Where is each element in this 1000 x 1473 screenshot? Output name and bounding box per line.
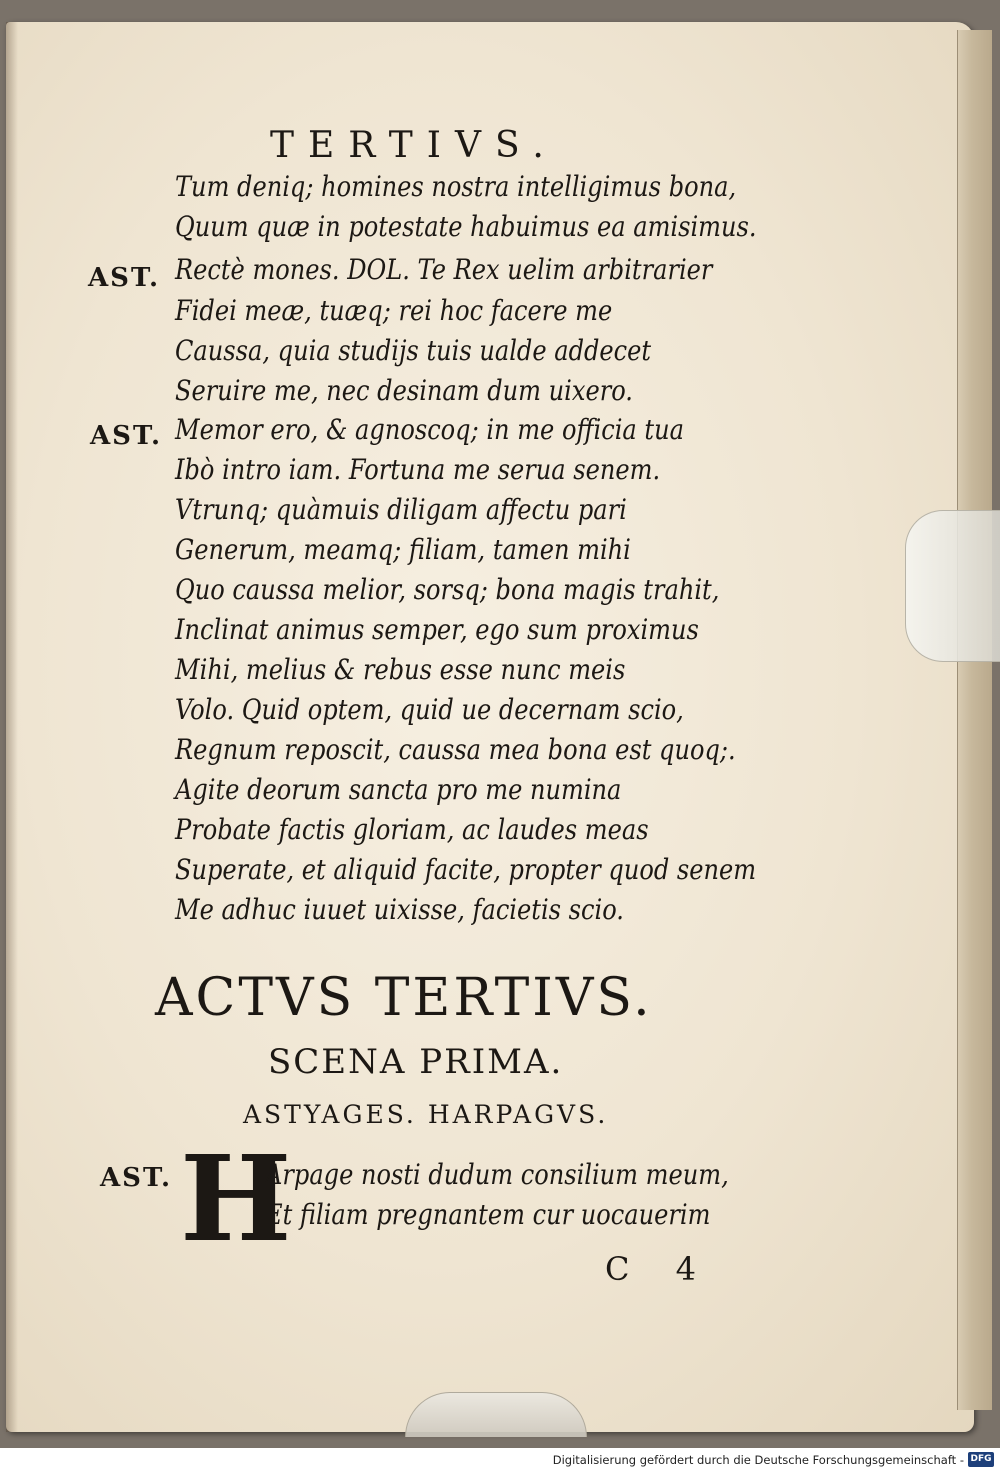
scene-title: SCENA PRIMA. — [268, 1042, 564, 1082]
verse-line-9: Vtrunq; quàmuis diligam affectu pari — [175, 493, 627, 526]
speaker-label: AST. — [90, 421, 162, 451]
running-head: TERTIVS. — [270, 125, 558, 166]
act-title: ACTVS TERTIVS. — [155, 968, 653, 1028]
verse-line-1: Tum deniq; homines nostra intelligimus bona, — [175, 170, 737, 203]
verse-line-18: Superate, et aliquid facite, propter quod senem — [175, 853, 757, 886]
dramatis-personae: ASTYAGES. HARPAGVS. — [243, 1100, 609, 1129]
verse-line-19: Me adhuc iuuet uixisse, facietis scio. — [175, 893, 624, 926]
drop-initial: H — [180, 1129, 292, 1268]
verse-line-14: Volo. Quid optem, quid ue decernam scio, — [175, 693, 684, 726]
verse-line-13: Mihi, melius & rebus esse nunc meis — [175, 653, 626, 686]
funding-credit: Digitalisierung gefördert durch die Deutsche Forschungsgemeinschaft - — [552, 1453, 964, 1467]
verse-line-10: Generum, meamq; filiam, tamen mihi — [175, 533, 631, 566]
verse-line-6: Seruire me, nec desinam dum uixero. — [175, 374, 633, 407]
verse-line-3: Rectè mones. DOL. Te Rex uelim arbitrarier — [175, 253, 713, 286]
footer-bar — [0, 1448, 1000, 1473]
scene-line-1: Arpage nosti dudum consilium meum, — [265, 1158, 729, 1191]
verse-line-2: Quum quæ in potestate habuimus ea amisimus. — [175, 210, 757, 243]
verse-line-4: Fidei meæ, tuæq; rei hoc facere me — [175, 294, 613, 327]
verse-line-17: Probate factis gloriam, ac laudes meas — [175, 813, 649, 846]
verse-line-11: Quo caussa melior, sorsq; bona magis trahit, — [175, 573, 720, 606]
dfg-logo-icon: DFG — [968, 1452, 994, 1467]
verse-line-5: Caussa, quia studijs tuis ualde addecet — [175, 334, 652, 367]
verse-line-15: Regnum reposcit, caussa mea bona est quoq;. — [175, 733, 736, 766]
scene-line-2: Et filiam pregnantem cur uocauerim — [265, 1198, 711, 1231]
verse-line-8: Ibò intro iam. Fortuna me serua senem. — [175, 453, 661, 486]
speaker-label: AST. — [100, 1163, 172, 1193]
verse-line-12: Inclinat animus semper, ego sum proximus — [175, 613, 699, 646]
verse-line-16: Agite deorum sancta pro me numina — [175, 773, 622, 806]
signature-mark: C 4 — [605, 1250, 715, 1288]
speaker-label: AST. — [88, 263, 160, 293]
verse-line-7: Memor ero, & agnoscoq; in me officia tua — [175, 413, 684, 446]
